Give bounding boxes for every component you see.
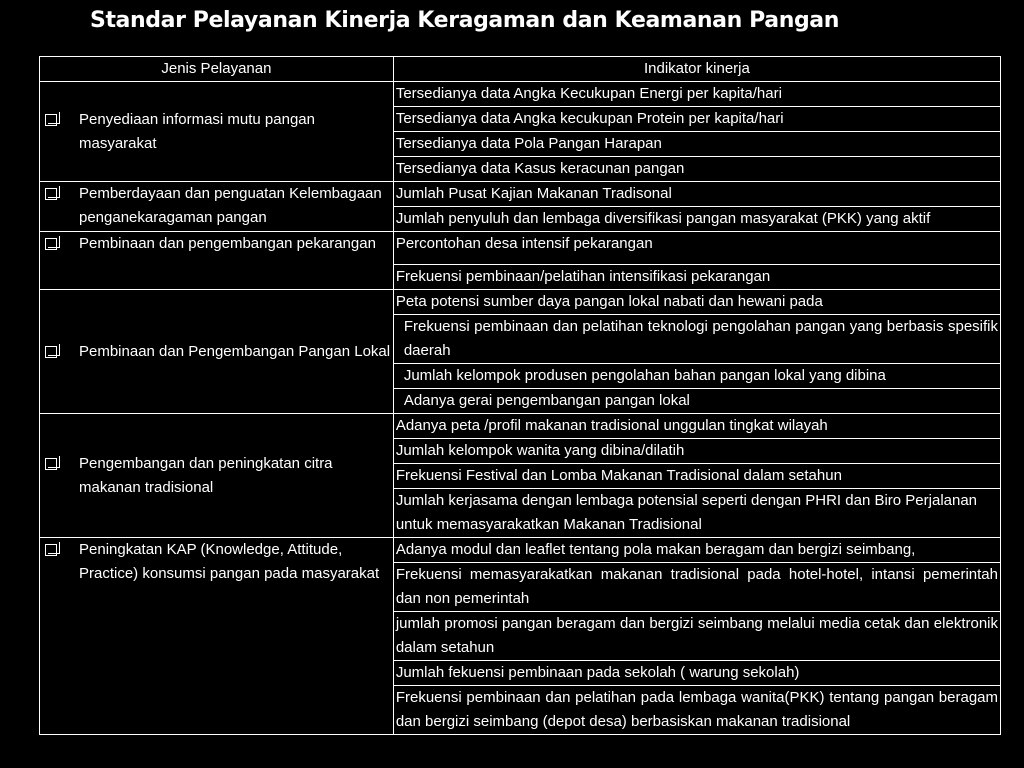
service-label: Pembinaan dan Pengembangan Pangan Lokal [79, 342, 391, 360]
header-indicator: Indikator kinerja [393, 57, 1000, 82]
indicator-cell: Peta potensi sumber daya pangan lokal nabati dan hewani pada [393, 290, 1000, 315]
indicator-cell: jumlah promosi pangan beragam dan bergizi seimbang melalui media cetak dan elektronik dalam setahun [393, 612, 1000, 661]
indicator-cell: Tersedianya data Kasus keracunan pangan [393, 157, 1000, 182]
performance-table [39, 56, 1001, 735]
table-row [40, 290, 1001, 315]
service-label: Peningkatan KAP (Knowledge, Attitude, Practice) konsumsi pangan pada masyarakat [79, 541, 380, 582]
service-cell [40, 232, 394, 290]
service-cell [40, 414, 394, 538]
checkbox-bullet-icon [45, 238, 57, 250]
indicator-cell: Jumlah penyuluh dan lembaga diversifikasi pangan masyarakat (PKK) yang aktif [393, 207, 1000, 232]
checkbox-bullet-icon [45, 458, 57, 470]
service-label: Pembinaan dan pengembangan pekarangan [79, 235, 376, 252]
indicator-cell: Frekuensi Festival dan Lomba Makanan Tradisional dalam setahun [393, 464, 1000, 489]
indicator-cell: Frekuensi memasyarakatkan makanan tradisional pada hotel-hotel, intansi pemerintah dan non pemerintah [393, 563, 1000, 612]
indicator-cell: Adanya peta /profil makanan tradisional unggulan tingkat wilayah [393, 414, 1000, 439]
service-label: Pemberdayaan dan penguatan Kelembagaan penganekaragaman pangan [79, 185, 382, 226]
indicator-cell: Tersedianya data Angka kecukupan Protein per kapita/hari [393, 107, 1000, 132]
indicator-cell: Tersedianya data Pola Pangan Harapan [393, 132, 1000, 157]
indicator-cell: Jumlah kelompok produsen pengolahan bahan pangan lokal yang dibina [393, 364, 1000, 389]
table-row [40, 538, 1001, 563]
service-label: Pengembangan dan peningkatan citra makanan tradisional [79, 454, 333, 496]
checkbox-bullet-icon [45, 346, 57, 358]
indicator-cell: Adanya gerai pengembangan pangan lokal [393, 389, 1000, 414]
indicator-cell: Jumlah Pusat Kajian Makanan Tradisonal [393, 182, 1000, 207]
service-cell [40, 82, 394, 182]
table-row [40, 82, 1001, 107]
indicator-cell: Frekuensi pembinaan/pelatihan intensifikasi pekarangan [393, 265, 1000, 290]
service-cell [40, 538, 394, 735]
service-cell [40, 290, 394, 414]
table-row [40, 414, 1001, 439]
indicator-cell: Frekuensi pembinaan dan pelatihan teknologi pengolahan pangan yang berbasis spesifik daerah [393, 315, 1000, 364]
indicator-cell: Tersedianya data Angka Kecukupan Energi per kapita/hari [393, 82, 1000, 107]
indicator-cell: Percontohan desa intensif pekarangan [393, 232, 1000, 265]
header-service: Jenis Pelayanan [40, 57, 394, 82]
table-row [40, 182, 1001, 207]
checkbox-bullet-icon [45, 188, 57, 200]
indicator-cell: Adanya modul dan leaflet tentang pola makan beragam dan bergizi seimbang, [393, 538, 1000, 563]
indicator-cell: Jumlah fekuensi pembinaan pada sekolah ( warung sekolah) [393, 661, 1000, 686]
service-cell [40, 182, 394, 232]
table-header-row [40, 57, 1001, 82]
indicator-cell: Jumlah kerjasama dengan lembaga potensial seperti dengan PHRI dan Biro Perjalanan untuk memasyarakatkan Makanan Tradisional [393, 489, 1000, 538]
checkbox-bullet-icon [45, 114, 57, 126]
indicator-cell: Jumlah kelompok wanita yang dibina/dilatih [393, 439, 1000, 464]
indicator-cell: Frekuensi pembinaan dan pelatihan pada lembaga wanita(PKK) tentang pangan beragam dan bergizi seimbang (depot desa) berbasiskan makanan tradisional [393, 686, 1000, 735]
checkbox-bullet-icon [45, 544, 57, 556]
table-row [40, 232, 1001, 265]
service-label: Penyediaan informasi mutu pangan masyarakat [79, 110, 315, 152]
page-title: Standar Pelayanan Kinerja Keragaman dan Keamanan Pangan [90, 8, 840, 33]
